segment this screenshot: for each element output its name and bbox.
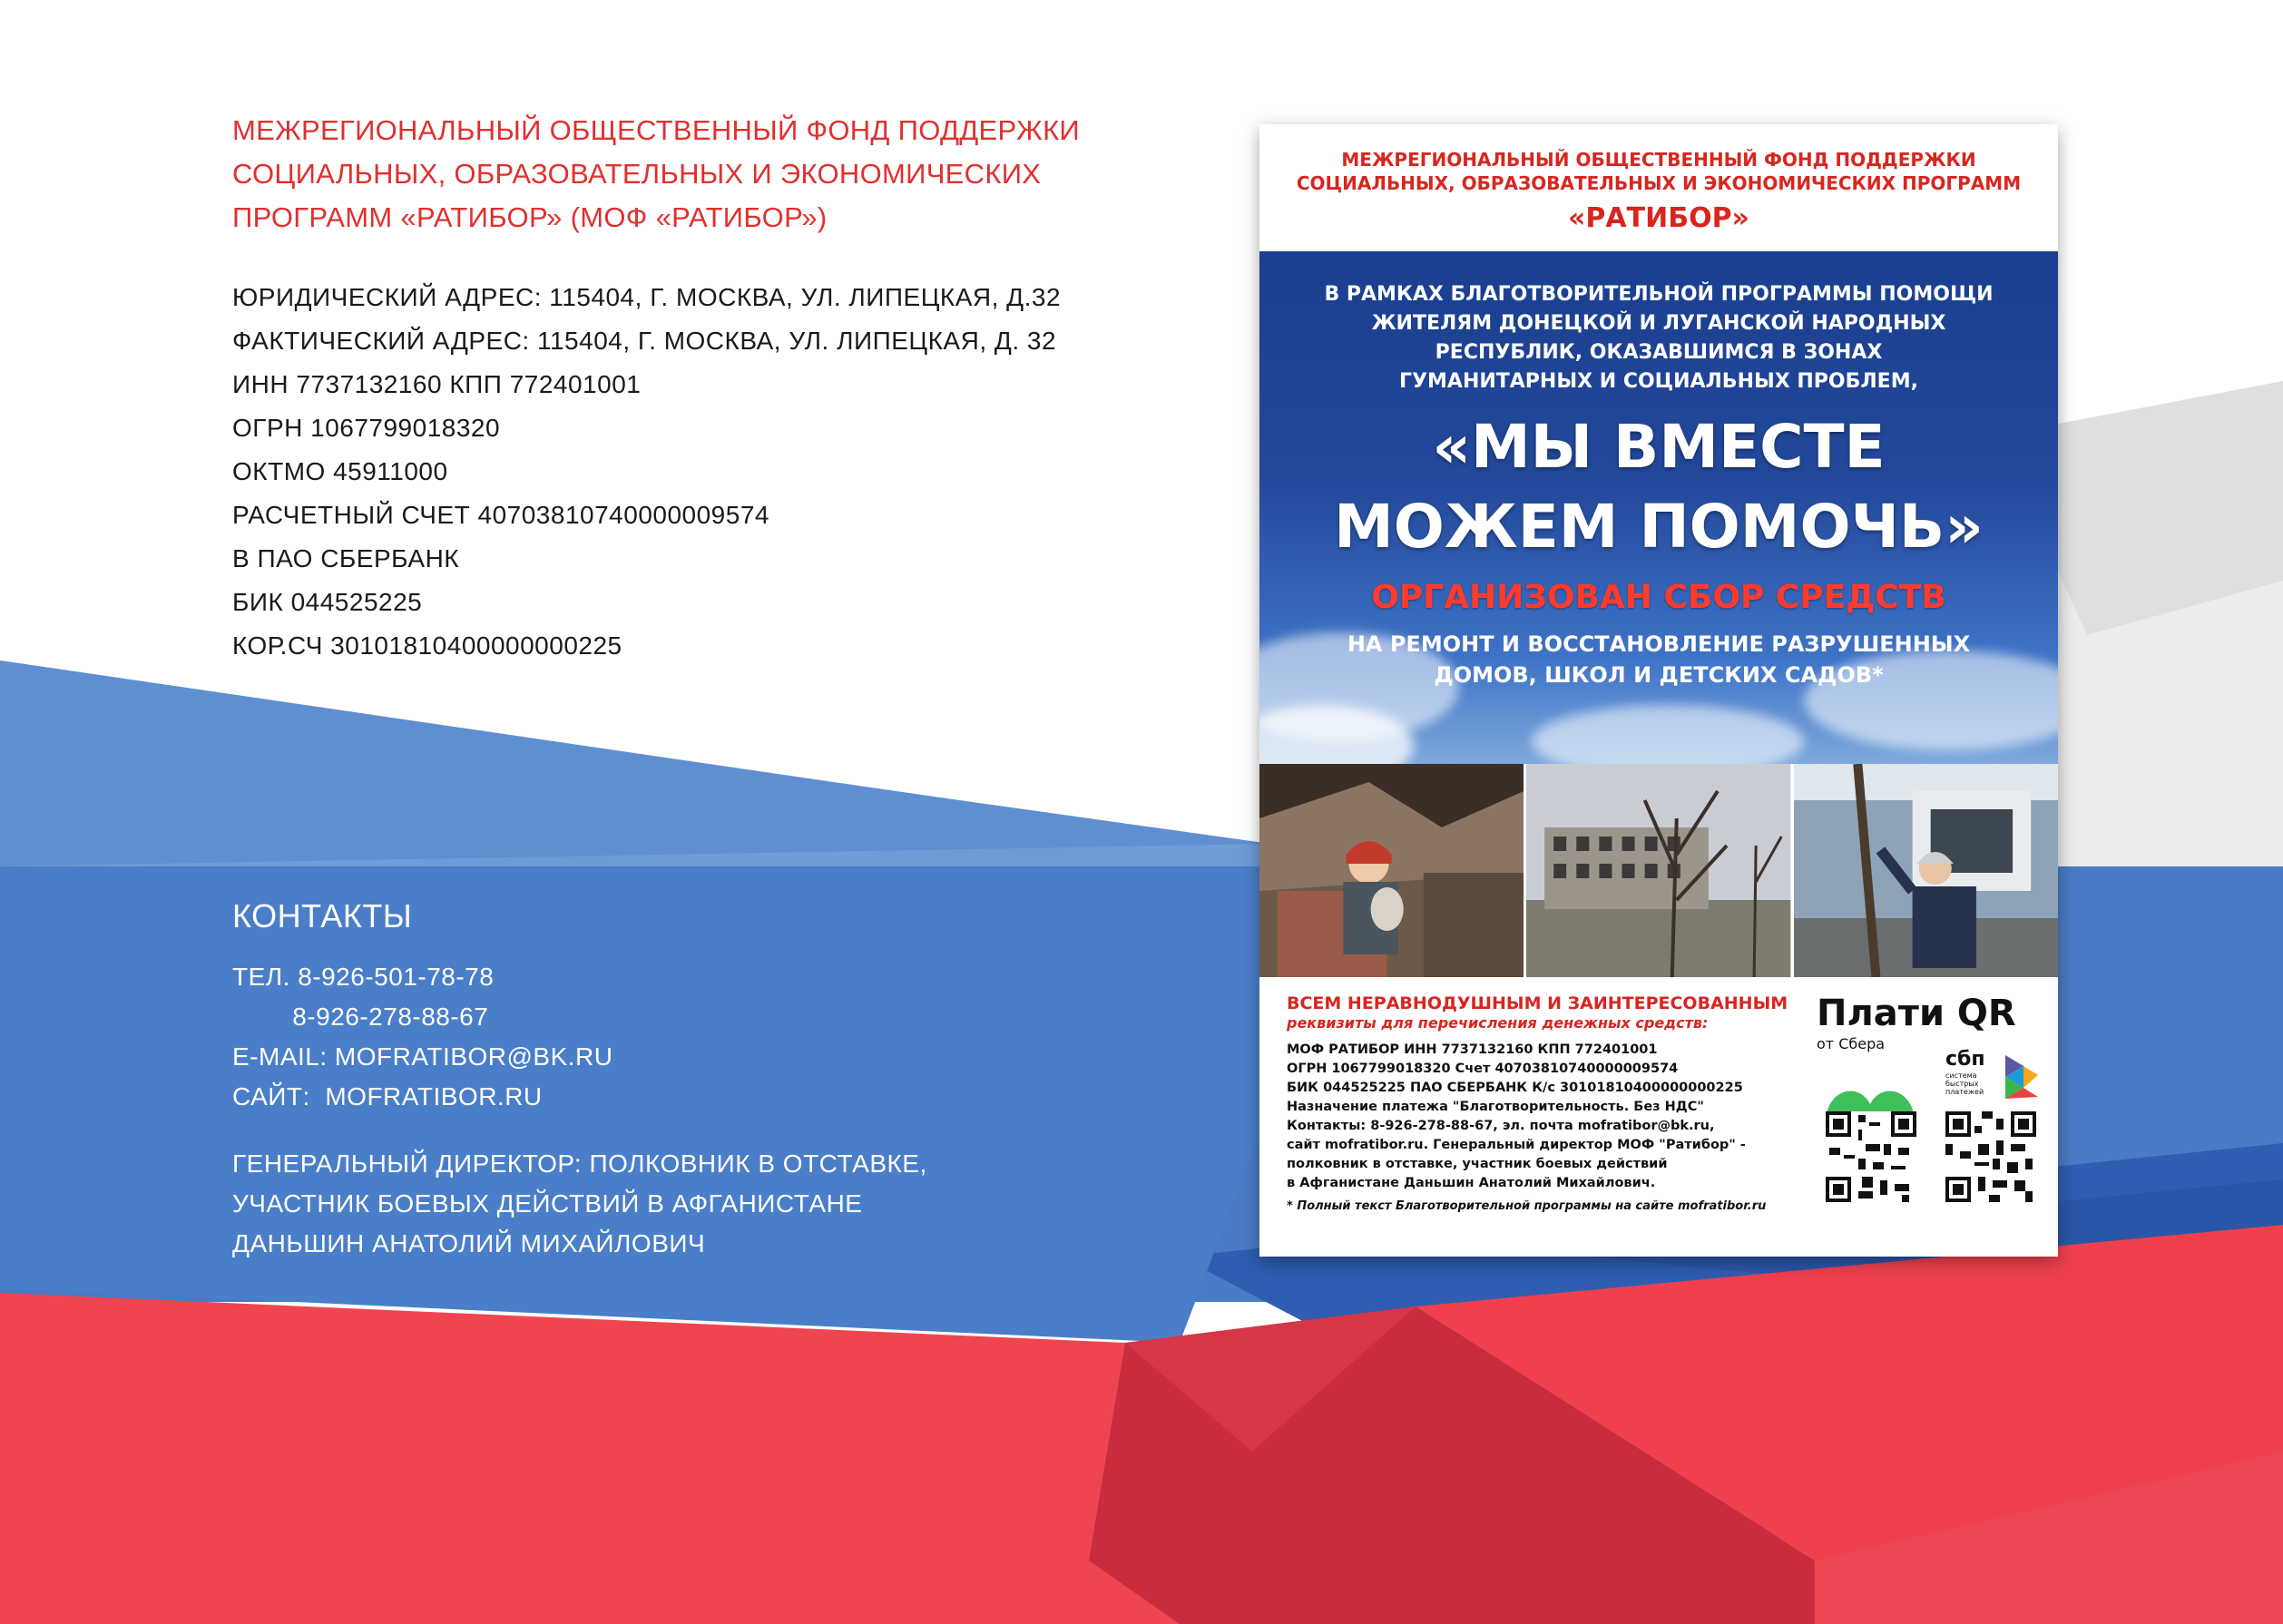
detail-line: МОФ РАТИБОР ИНН 7737132160 КПП 772401001 xyxy=(1287,1042,1658,1057)
detail-line: полковник в отставке, участник боевых действий xyxy=(1287,1157,1668,1171)
email-link[interactable]: E-MAIL: MOFRATIBOR@BK.RU xyxy=(232,1042,613,1071)
director-line-2: УЧАСТНИК БОЕВЫХ ДЕЙСТВИЙ В АФГАНИСТАНЕ xyxy=(232,1189,863,1218)
director-line-1: ГЕНЕРАЛЬНЫЙ ДИРЕКТОР: ПОЛКОВНИК В ОТСТАВКЕ, xyxy=(232,1150,927,1178)
payment-detail-lines xyxy=(1287,1041,1817,1193)
ogrn: ОГРН 1067799018320 xyxy=(232,414,501,442)
poster-call: ВСЕМ НЕРАВНОДУШНЫМ И ЗАИНТЕРЕСОВАННЫМ xyxy=(1287,993,1788,1013)
poster-org: МЕЖРЕГИОНАЛЬНЫЙ ОБЩЕСТВЕННЫЙ ФОНД ПОДДЕРЖКИ СОЦИАЛЬНЫХ, ОБРАЗОВАТЕЛЬНЫХ И ЭКОНОМИЧЕСКИХ ПРОГРАММ xyxy=(1296,149,2022,194)
detail-line: БИК 044525225 ПАО СБЕРБАНК К/с 30101810400000000225 xyxy=(1287,1081,1743,1095)
photo-child-ruins xyxy=(1259,764,1524,977)
requisites-list xyxy=(232,276,1230,668)
poster-call-sub: реквизиты для перечисления денежных средств: xyxy=(1287,1014,1709,1032)
detail-line: ОГРН 1067799018320 Счет 40703810740000009574 xyxy=(1287,1061,1679,1076)
charity-poster xyxy=(1259,124,2058,1257)
poster-header xyxy=(1259,124,2058,251)
platiqr-logo: Плати QR xyxy=(1817,993,2016,1034)
inn-kpp: ИНН 7737132160 КПП 772401001 xyxy=(232,370,642,398)
sbp-qr-code[interactable] xyxy=(1945,1111,2036,1202)
director-line-3: ДАНЬШИН АНАТОЛИЙ МИХАЙЛОВИЧ xyxy=(232,1229,706,1257)
correspondent-account: КОР.СЧ 30101810400000000225 xyxy=(232,631,622,660)
poster-slogan: «МЫ ВМЕСТЕ МОЖЕМ ПОМОЧЬ» xyxy=(1334,412,1984,562)
poster-purpose: НА РЕМОНТ И ВОССТАНОВЛЕНИЕ РАЗРУШЕННЫХ ДОМОВ, ШКОЛ И ДЕТСКИХ САДОВ* xyxy=(1347,631,1971,688)
poster-intro: В РАМКАХ БЛАГОТВОРИТЕЛЬНОЙ ПРОГРАММЫ ПОМОЩИ ЖИТЕЛЯМ ДОНЕЦКОЙ И ЛУГАНСКОЙ НАРОДНЫХ РЕСПУБЛИК, ОКАЗАВШИМСЯ В ЗОНАХ ГУМАНИТАРНЫХ И СОЦИАЛЬНЫХ ПРОБЛЕМ, xyxy=(1324,283,1994,393)
sber-qr-code[interactable] xyxy=(1826,1111,1916,1202)
poster-collect: ОРГАНИЗОВАН СБОР СРЕДСТВ xyxy=(1371,579,1946,616)
poster-org-name: «РАТИБОР» xyxy=(1568,202,1749,234)
contact-lines xyxy=(232,957,1230,1117)
website-link[interactable]: САЙТ: MOFRATIBOR.RU xyxy=(232,1082,543,1110)
phone-1[interactable]: ТЕЛ. 8-926-501-78-78 xyxy=(232,963,495,991)
bank-name: В ПАО СБЕРБАНК xyxy=(232,544,460,572)
sbp-logo-icon xyxy=(2005,1055,2038,1110)
legal-address: ЮРИДИЧЕСКИЙ АДРЕС: 115404, Г. МОСКВА, УЛ. ЛИПЕЦКАЯ, Д.32 xyxy=(232,283,1062,311)
oktmo: ОКТМО 45911000 xyxy=(232,457,448,485)
poster-photos xyxy=(1259,764,2058,977)
detail-line: в Афганистане Даньшин Анатолий Михайлович. xyxy=(1287,1176,1656,1190)
photo-destroyed-school xyxy=(1524,764,1790,977)
poster-sky-panel xyxy=(1259,251,2058,764)
payment-details xyxy=(1287,993,1817,1257)
detail-line: сайт mofratibor.ru. Генеральный директор МОФ "Ратибор" - xyxy=(1287,1138,1746,1152)
sbp-label: сбп xyxy=(1945,1048,1985,1071)
sbp-sub: система быстрых платежей xyxy=(1945,1071,1984,1096)
actual-address: ФАКТИЧЕСКИЙ АДРЕС: 115404, Г. МОСКВА, УЛ. ЛИПЕЦКАЯ, Д. 32 xyxy=(232,327,1057,355)
director-info xyxy=(232,1144,1230,1264)
platiqr-sub: от Сбера xyxy=(1817,1035,1886,1052)
photo-woman-damaged-house xyxy=(1791,764,2058,977)
organization-name: МЕЖРЕГИОНАЛЬНЫЙ ОБЩЕСТВЕННЫЙ ФОНД ПОДДЕРЖКИ СОЦИАЛЬНЫХ, ОБРАЗОВАТЕЛЬНЫХ И ЭКОНОМИЧЕСКИХ ПРОГРАММ «РАТИБОР» (МОФ «РАТИБОР») xyxy=(232,114,1081,233)
payment-qr-block xyxy=(1817,993,2043,1257)
organization-info xyxy=(232,109,1230,668)
contacts-title: КОНТАКТЫ xyxy=(232,897,413,934)
contacts-section xyxy=(232,894,1230,1264)
bik: БИК 044525225 xyxy=(232,588,423,616)
detail-line: Назначение платежа "Благотворительность. Без НДС" xyxy=(1287,1100,1704,1114)
account-number: РАСЧЕТНЫЙ СЧЕТ 40703810740000009574 xyxy=(232,501,769,529)
poster-footnote: * Полный текст Благотворительной программы на сайте mofratibor.ru xyxy=(1287,1199,1767,1213)
poster-payment-info xyxy=(1259,977,2058,1257)
detail-line: Контакты: 8-926-278-88-67, эл. почта mofratibor@bk.ru, xyxy=(1287,1119,1715,1133)
phone-2[interactable]: 8-926-278-88-67 xyxy=(232,1003,489,1031)
